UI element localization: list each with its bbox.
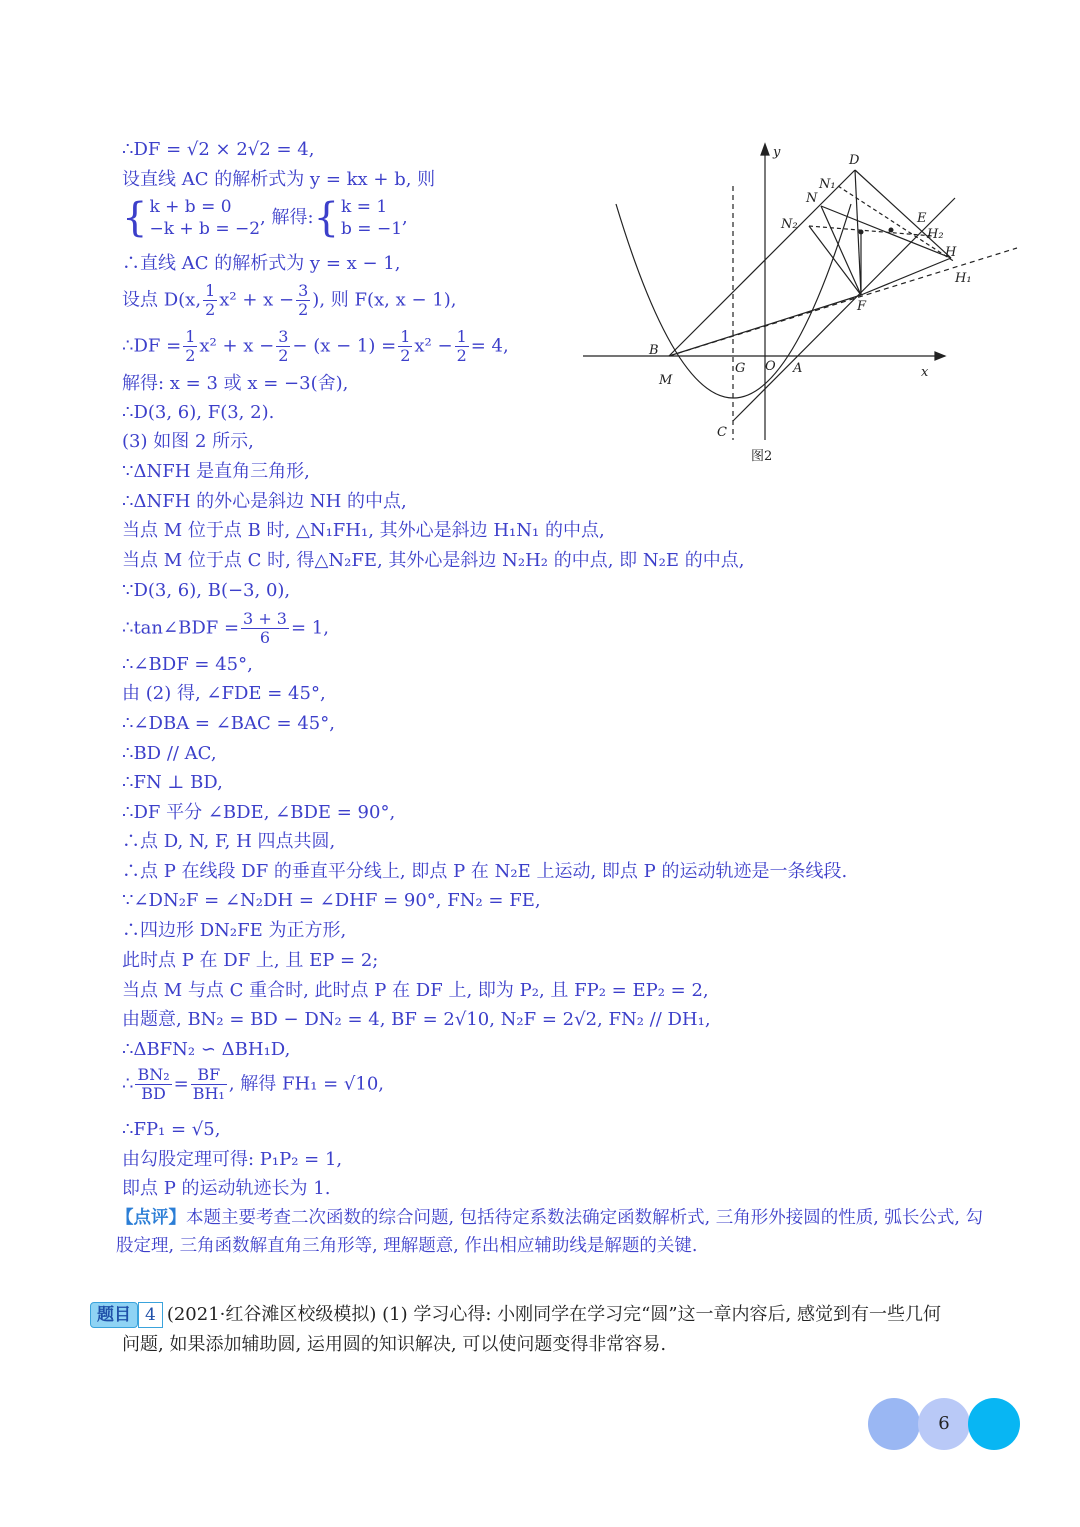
line-30: ∴ $\frac{\text{BN₂}}{BD}$ = $\frac{BF}{\text{BH₁}}$ , 解得 FH₁ = √10, <box>122 1065 385 1103</box>
line-5: 设点 D(x, $\frac{1}{2}$ x² + x − $\frac{3}{2}$ ), 则 F(x, x − 1), <box>122 281 457 319</box>
line-23: ∴点 P 在线段 DF 的垂直平分线上, 即点 P 在 N₂E 上运动, 即点 P 的运动轨迹是一条线段. <box>122 861 848 882</box>
y-axis-arrow <box>761 144 769 155</box>
line-7: 解得: x = 3 或 x = −3(舍), <box>122 373 349 394</box>
label-y: y <box>773 145 781 160</box>
label-O: O <box>765 359 776 374</box>
line-system: { k + b = 0 −k + b = −2 , 解得:{ k = 1 b = −1 , <box>122 195 408 241</box>
figure-caption: 图2 <box>751 449 773 464</box>
comment-block <box>116 1204 996 1260</box>
label-B: B <box>649 343 659 358</box>
line-BD <box>669 170 855 356</box>
frac-half: $\frac{1}{2}$ <box>205 281 216 319</box>
label-F: F <box>857 299 867 314</box>
line-4: ∴直线 AC 的解析式为 y = x − 1, <box>122 253 401 274</box>
comment-tag: 【点评】 <box>116 1208 186 1228</box>
page-number: 6 <box>938 1413 950 1434</box>
solve-label: , 解得: <box>260 207 314 228</box>
system-2: k = 1 b = −1 <box>341 197 403 239</box>
line-12: 当点 M 位于点 B 时, △N₁FH₁, 其外心是斜边 H₁N₁ 的中点, <box>122 520 605 541</box>
label-H1: H₁ <box>955 271 972 286</box>
line-24: ∵∠DN₂F = ∠N₂DH = ∠DHF = 90°, FN₂ = FE, <box>122 890 541 911</box>
system-1: k + b = 0 −k + b = −2 <box>149 197 261 239</box>
line-10: ∵ΔNFH 是直角三角形, <box>122 461 310 482</box>
line-18: ∴∠DBA = ∠BAC = 45°, <box>122 713 335 734</box>
label-M: M <box>659 373 673 388</box>
question-text-1: (2021·红谷滩区校级模拟) (1) 学习心得: 小刚同学在学习完“圆”这一章内容后, 感觉到有一些几何 <box>166 1304 941 1325</box>
line-N1H1 <box>838 186 955 262</box>
point-P1 <box>859 230 864 235</box>
frac-three-half: $\frac{3}{2}$ <box>298 281 309 319</box>
line-20: ∴FN ⊥ BD, <box>122 772 223 793</box>
line-DH <box>855 170 951 258</box>
label-H2: H₂ <box>927 227 944 242</box>
label-N1: N₁ <box>819 177 836 192</box>
label-N2: N₂ <box>781 217 798 232</box>
frac-bn2-bd: $\frac{\text{BN₂}}{BD}$ <box>137 1065 170 1103</box>
page-circle-left <box>868 1398 920 1450</box>
line-33: 即点 P 的运动轨迹长为 1. <box>122 1178 331 1199</box>
label-D: D <box>849 153 860 168</box>
label-G: G <box>735 361 746 376</box>
line-32: 由勾股定理可得: P₁P₂ = 1, <box>122 1149 343 1170</box>
line-15: ∴tan∠BDF = $\frac{3 + 3}{6}$ = 1, <box>122 609 329 647</box>
label-H: H <box>945 245 957 260</box>
label-A: A <box>793 361 803 376</box>
point-P2 <box>889 228 894 233</box>
label-x: x <box>921 365 929 380</box>
x-axis-arrow <box>935 352 945 360</box>
label-E: E <box>917 211 927 226</box>
geometry-figure <box>583 140 1023 470</box>
line-14: ∵D(3, 6), B(−3, 0), <box>122 580 291 601</box>
label-N: N <box>806 191 818 206</box>
line-6: ∴DF = $\frac{1}{2}$ x² + x − $\frac{3}{2}$ − (x − 1) = $\frac{1}{2}$ x² − $\frac{1}{2}$ = 4, <box>122 327 509 365</box>
label-C: C <box>717 425 727 440</box>
line-19: ∴BD // AC, <box>122 743 217 764</box>
line-25: ∴四边形 DN₂FE 为正方形, <box>122 920 347 941</box>
left-brace-1: { <box>122 195 148 241</box>
line-11: ∴ΔNFH 的外心是斜边 NH 的中点, <box>122 491 407 512</box>
line-N2H2 <box>809 226 933 236</box>
question-badge: 题目 <box>90 1302 138 1328</box>
line-8: ∴D(3, 6), F(3, 2). <box>122 402 275 423</box>
page-circle-right <box>968 1398 1020 1450</box>
line-16: ∴∠BDF = 45°, <box>122 654 253 675</box>
comment-text: 本题主要考查二次函数的综合问题, 包括待定系数法确定函数解析式, 三角形外接圆的性质, 弧长公式, 勾股定理, 三角函数解直角三角形等, 理解题意, 作出相应辅助线是解题的关键. <box>116 1208 983 1256</box>
question-text-2: 问题, 如果添加辅助圆, 运用圆的知识解决, 可以使问题变得非常容易. <box>122 1334 667 1355</box>
frac-bf-bh1: $\frac{BF}{\text{BH₁}}$ <box>192 1065 225 1103</box>
line-9: (3) 如图 2 所示, <box>122 431 254 452</box>
left-brace-2: { <box>313 195 340 241</box>
question-row <box>90 1300 990 1330</box>
line-28: 由题意, BN₂ = BD − DN₂ = 4, BF = 2√10, N₂F = 2√2, FN₂ // DH₁, <box>122 1009 711 1030</box>
line-26: 此时点 P 在 DF 上, 且 EP = 2; <box>122 950 379 971</box>
line-21: ∴DF 平分 ∠BDE, ∠BDE = 90°, <box>122 802 396 823</box>
question-number: 4 <box>138 1302 163 1328</box>
frac-tan: $\frac{3 + 3}{6}$ <box>243 609 287 647</box>
line-22: ∴点 D, N, F, H 四点共圆, <box>122 831 336 852</box>
line-29: ∴ΔBFN₂ ∽ ΔBH₁D, <box>122 1039 291 1060</box>
line-FH <box>861 258 951 295</box>
line-27: 当点 M 与点 C 重合时, 此时点 P 在 DF 上, 即为 P₂, 且 FP₂ = EP₂ = 2, <box>122 980 709 1001</box>
line-13: 当点 M 位于点 C 时, 得△N₂FE, 其外心是斜边 N₂H₂ 的中点, 即 N₂E 的中点, <box>122 550 745 571</box>
line-1: ∴DF = √2 × 2√2 = 4, <box>122 139 315 160</box>
line-2: 设直线 AC 的解析式为 y = kx + b, 则 <box>122 169 436 190</box>
line-31: ∴FP₁ = √5, <box>122 1119 221 1140</box>
line-17: 由 (2) 得, ∠FDE = 45°, <box>122 683 326 704</box>
